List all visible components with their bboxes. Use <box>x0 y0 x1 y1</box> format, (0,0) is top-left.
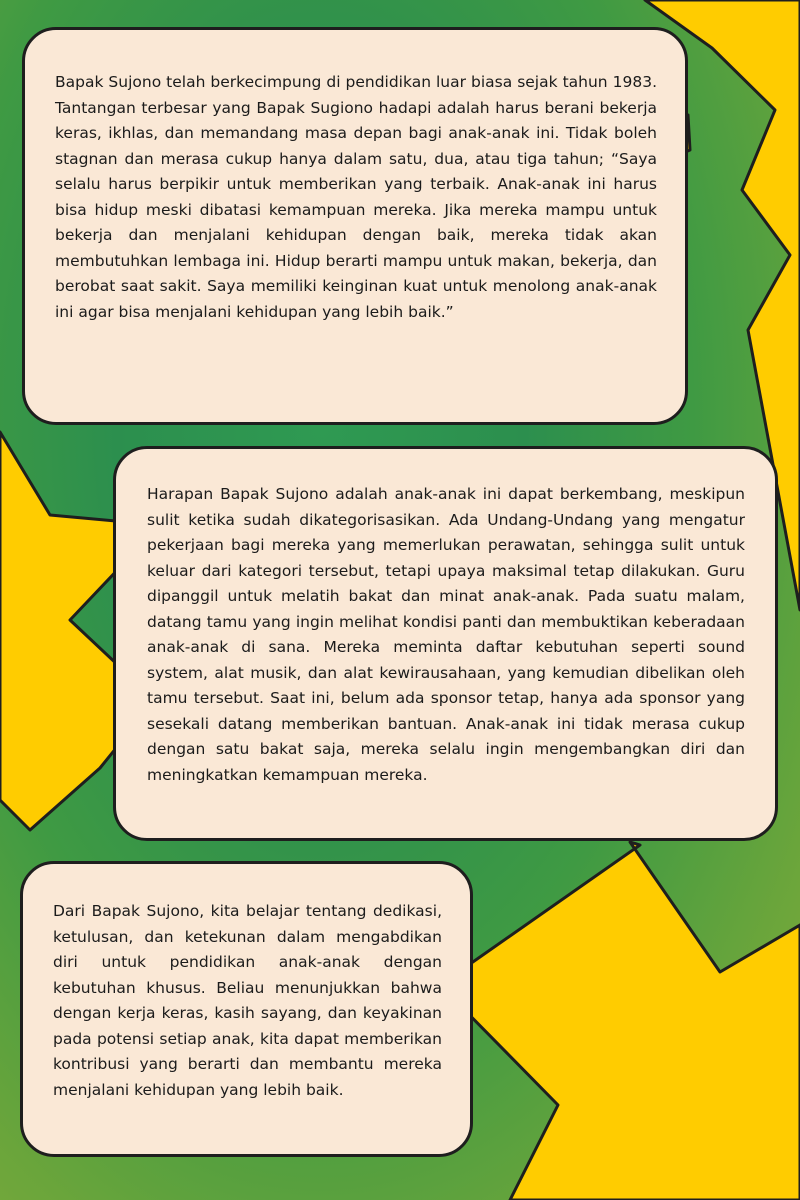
text-card-1 <box>22 27 688 425</box>
paragraph-2: Harapan Bapak Sujono adalah anak-anak ini dapat berkembang, meskipun sulit ketika sudah dikategorisasikan. Ada Undang-Undang yang mengatur pekerjaan bagi mereka yang memerlukan perawatan, sehingga sulit untuk keluar dari kategori tersebut, tetapi upaya maksimal tetap dilakukan. Guru dipanggil untuk melatih bakat dan minat anak-anak. Pada suatu malam, datang tamu yang ingin melihat kondisi panti dan membuktikan keberadaan anak-anak di sana. Mereka meminta daftar kebutuhan seperti sound system, alat musik, dan alat kewirausahaan, yang kemudian dibelikan oleh tamu tersebut. Saat ini, belum ada sponsor tetap, hanya ada sponsor yang sesekali datang memberikan bantuan. Anak-anak ini tidak merasa cukup dengan satu bakat saja, mereka selalu ingin mengembangkan diri dan meningkatkan kemampuan mereka. <box>147 485 745 784</box>
paragraph-1: Bapak Sujono telah berkecimpung di pendidikan luar biasa sejak tahun 1983. Tantangan terbesar yang Bapak Sugiono hadapi adalah harus berani bekerja keras, ikhlas, dan memandang masa depan bagi anak-anak ini. Tidak boleh stagnan dan merasa cukup hanya dalam satu, dua, atau tiga tahun; “Saya selalu harus berpikir untuk memberikan yang terbaik. Anak-anak ini harus bisa hidup meski dibatasi kemampuan mereka. Jika mereka mampu untuk bekerja dan menjalani kehidupan dengan baik, mereka tidak akan membutuhkan lembaga ini. Hidup berarti mampu untuk makan, bekerja, dan berobat saat sakit. Saya memiliki keinginan kuat untuk menolong anak-anak ini agar bisa menjalani kehidupan yang lebih baik.” <box>55 73 657 321</box>
bottom-right-burst <box>440 842 800 1200</box>
text-card-3 <box>20 861 473 1157</box>
paragraph-3: Dari Bapak Sujono, kita belajar tentang dedikasi, ketulusan, dan ketekunan dalam mengabdikan diri untuk pendidikan anak-anak dengan kebutuhan khusus. Beliau menunjukkan bahwa dengan kerja keras, kasih sayang, dan keyakinan pada potensi setiap anak, kita dapat memberikan kontribusi yang berarti dan membantu mereka menjalani kehidupan yang lebih baik. <box>53 902 442 1099</box>
text-card-2 <box>113 446 778 841</box>
